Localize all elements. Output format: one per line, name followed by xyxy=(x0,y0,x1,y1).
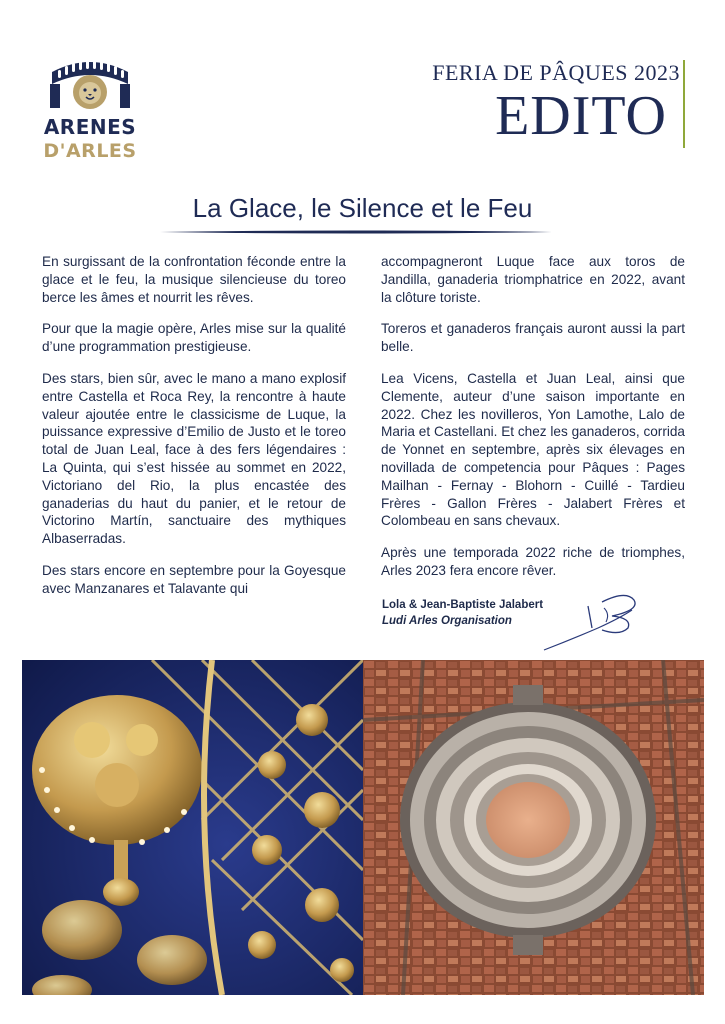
edito-title: EDITO xyxy=(495,85,667,147)
signatories xyxy=(382,597,543,629)
arena-aerial-image xyxy=(363,660,704,995)
arena-lion-emblem-icon xyxy=(40,50,140,116)
paragraph: Toreros et ganaderos français auront aussi la part belle. xyxy=(381,321,685,355)
logo-word-arenes: ARENES xyxy=(43,115,137,139)
accent-vertical-bar xyxy=(683,60,685,148)
paragraph: Après une temporada 2022 riche de triomphes, Arles 2023 fera encore rêver. xyxy=(381,545,685,578)
article-subtitle: La Glace, le Silence et le Feu xyxy=(192,193,533,223)
right-text-column xyxy=(381,253,685,594)
logo-word-darles: D'ARLES xyxy=(43,140,137,162)
arles-arena-aerial-photo xyxy=(363,660,704,995)
arenes-arles-logo xyxy=(40,50,140,165)
signatory-organisation: Ludi Arles Organisation xyxy=(382,615,512,627)
paragraph: accompagneront Luque face aux toros de Jandilla, ganaderia triomphatrice en 2022, avant la clôture toriste. xyxy=(381,254,685,305)
embroidered-jacket-image xyxy=(22,660,363,995)
paragraph: Pour que la magie opère, Arles mise sur la qualité d’une programmation prestigieuse. xyxy=(42,321,346,355)
paragraph: Des stars, bien sûr, avec le mano a mano explosif entre Castella et Roca Rey, la rencontre à haute valeur ajoutée entre le classicisme de Luque, la puissance expressive d’Emilio de Justo et le toreo total de Juan Leal, face à des fers légendaires : La Quinta, qui s’est hissée au sommet en 2022, Victoriano del Rio, la plus encastée des ganaderias du haut du panier, et le retour de Victorino Martín, sanctuaire des mythiques Albaserradas. xyxy=(42,370,346,547)
matador-jacket-photo xyxy=(22,660,363,995)
signatory-names: Lola & Jean-Baptiste Jalabert xyxy=(382,599,544,611)
left-text-column xyxy=(42,253,346,612)
paragraph: Lea Vicens, Castella et Juan Leal, ainsi que Clemente, auteur d’une saison importante en 2022. Chez les novilleros, Yon Lamothe, Lalo de Maria et Castellani. Et chez les ganaderos, corrida de Yonnet en septembre, après six élevages en novillada de competencia pour Pâques : Pages Mailhan - Fernay - Blohorn - Cuillé - Tardieu Frères - Gallon Frères - Jalabert Frères et Colombeau en sans chevaux. xyxy=(381,370,685,529)
paragraph: Des stars encore en septembre pour la Goyesque avec Manzanares et Talavante qui xyxy=(42,562,346,596)
feria-title: FERIA DE PÂQUES 2023 xyxy=(432,60,680,85)
decorative-brush-divider xyxy=(160,228,552,236)
paragraph: En surgissant de la confrontation féconde entre la glace et le feu, la musique silencieuse du toreo berce les âmes et nourrit les rêves. xyxy=(42,254,346,305)
handwritten-signature xyxy=(540,588,645,656)
